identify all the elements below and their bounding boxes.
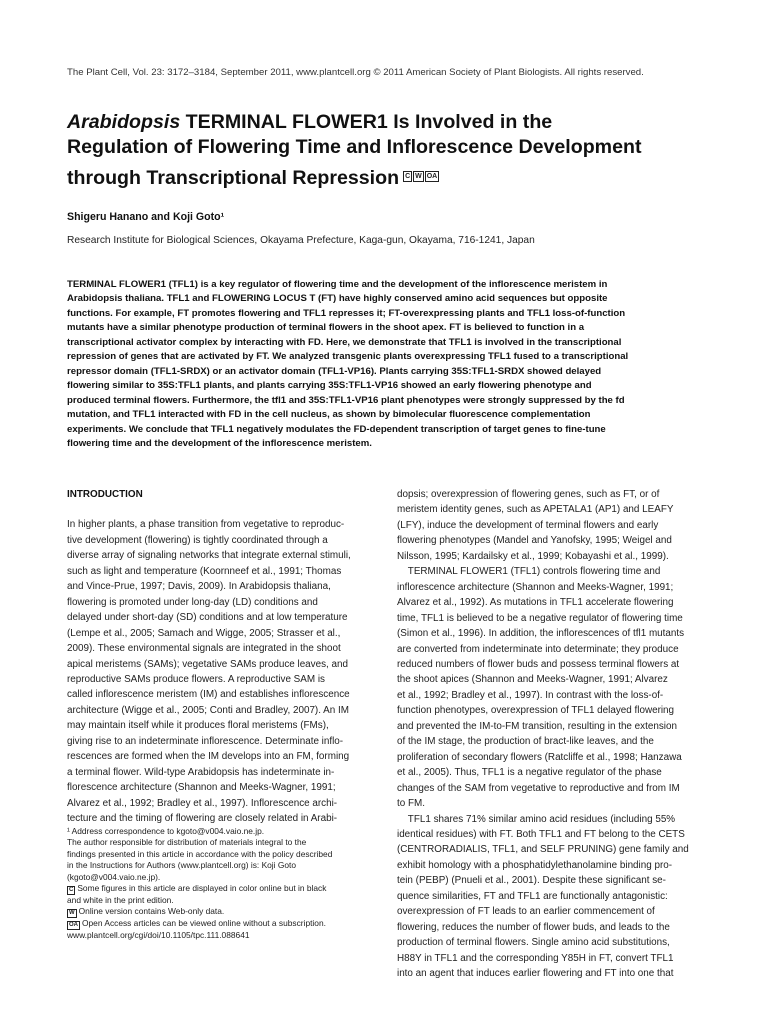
body-text-line: meristem identity genes, such as APETALA1 (AP1) and LEAFY (397, 504, 674, 516)
body-text-line: and prevented the IM-to-FM transition, resulting in the extension (397, 720, 677, 732)
abstract-line: TERMINAL FLOWER1 (TFL1) is a key regulator of flowering time and the development of the inflorescence meristem in (67, 279, 608, 290)
intro-left-body (67, 517, 375, 826)
body-text-line: proliferation of secondary flowers (Ratcliffe et al., 1998; Hanzawa (397, 751, 682, 763)
footnote-line: findings presented in this article in accordance with the policy described (67, 848, 333, 859)
body-text-line: called inflorescence meristem (IM) and establishes inflorescence (67, 689, 350, 701)
abstract-line: mutation, and TFL1 interacted with FD in the cell nucleus, as shown by bimolecular fluorescence complementation (67, 409, 591, 421)
body-text-line: florescence architecture (Shannon and Meeks-Wagner, 1991; (67, 782, 336, 794)
abstract-line: Arabidopsis thaliana. TFL1 and FLOWERING LOCUS T (FT) have highly conserved amino acid sequences but opposite (67, 293, 608, 305)
footnote-line (67, 918, 375, 930)
section-heading-introduction: INTRODUCTION (67, 489, 143, 500)
body-text-line: TERMINAL FLOWER1 (TFL1) controls flowering time and (397, 566, 661, 578)
body-text-line: apical meristems (SAMs); vegetative SAMs produce leaves, and (67, 658, 349, 670)
body-text-line: In higher plants, a phase transition from vegetative to reproduc- (67, 519, 345, 531)
affiliation: Research Institute for Biological Sciences, Okayama Prefecture, Kaga-gun, Okayama, 716-1241, Japan (67, 235, 535, 246)
body-text-line: time, TFL1 is believed to be a negative regulator of flowering time (397, 612, 683, 624)
journal-citation: The Plant Cell, Vol. 23: 3172–3184, September 2011, www.plantcell.org © 2011 American Society of Plant Biologists. All rights reserved. (67, 67, 644, 78)
body-text-line: H88Y in TFL1 and the corresponding Y85H in FT, convert TFL1 (397, 952, 674, 964)
body-text-line: dopsis; overexpression of flowering genes, such as FT, or of (397, 489, 660, 500)
body-text-line: quence similarities, FT and TFL1 are functionally antagonistic: (397, 890, 668, 902)
body-text-line: Alvarez et al., 1992; Bradley et al., 1997). Inflorescence archi- (67, 797, 338, 809)
body-text-line: the shoot apices (Shannon and Meeks-Wagner, 1991; Alvarez (397, 674, 668, 686)
title-line-2: Regulation of Flowering Time and Inflorescence Development (67, 136, 642, 158)
body-text-line: reproductive SAMs produce flowers. A reproductive SAM is (67, 673, 325, 685)
open-access-icon: OA (69, 922, 78, 929)
body-text-line: reduced numbers of flower buds and possess terminal flowers at (397, 658, 680, 670)
web-data-icon: W (69, 910, 75, 917)
body-text-line: exhibit homology with a phosphatidylethanolamine binding pro- (397, 859, 673, 871)
body-text-line: overexpression of FT leads to an earlier commencement of (397, 906, 655, 918)
title-line-1 (67, 110, 707, 135)
abstract-line: repression of genes that are activated by FT. We analyzed transgenic plants overexpressing TFL1 fused to a transcriptional (67, 351, 629, 363)
body-text-line: rescences are formed when the IM develops into an FM, forming (67, 751, 350, 763)
abstract-line: experiments. We conclude that TFL1 negatively modulates the FD-dependent transcription of target genes to fine-tune (67, 423, 606, 435)
abstract-line: flowering similar to 35S:TFL1 plants, and plants carrying 35S:TFL1-VP16 showed an early flowering phenotype and (67, 380, 592, 392)
body-text-line: into an agent that induces earlier flowering and FT into one that (397, 968, 674, 980)
body-text-line: and Vince-Prue, 1997; Davis, 2009). In Arabidopsis thaliana, (67, 581, 331, 593)
body-text-line: tive development (flowering) is tightly coordinated through a (67, 534, 328, 546)
authors: Shigeru Hanano and Koji Goto¹ (67, 211, 225, 223)
color-figures-icon: C (405, 173, 411, 180)
abstract-line: mutants have a similar phenotype production of terminal flowers in the shoot apex. FT is believed to function in a (67, 322, 585, 334)
footnote-line (67, 883, 375, 895)
body-text-line: 2009). These environmental signals are integrated in the shoot (67, 643, 341, 655)
body-text-line: tecture and the timing of flowering are closely related in Arabi- (67, 813, 338, 825)
left-column (67, 487, 375, 827)
footnotes (67, 826, 375, 942)
body-text-line: et al., 1992; Bradley et al., 1997). In contrast with the loss-of- (397, 689, 664, 701)
abstract-line: functions. For example, FT promotes flowering and TFL1 represses it; FT-overexpressing plants and TFL1 loss-of-function (67, 307, 626, 319)
body-text-line: (CENTRORADIALIS, TFL1, and SELF PRUNING) gene family and (397, 844, 689, 856)
body-text-line: of the IM stage, the production of bract-like leaves, and the (397, 736, 654, 748)
body-text-line: flowering is promoted under long-day (LD) conditions and (67, 596, 318, 608)
abstract-line: produced terminal flowers. Furthermore, the tfl1 and 35S:TFL1-VP16 plant phenotypes were strongly suppressed by the fd (67, 394, 625, 406)
body-text-line: Nilsson, 1995; Kardailsky et al., 1999; Kobayashi et al., 1999). (397, 550, 669, 562)
open-access-icon: OA (426, 173, 438, 180)
body-text-line: flowering, reduces the number of flower buds, and leads to the (397, 921, 670, 933)
body-text-line: giving rise to an indeterminate inflorescence. Determinate inflo- (67, 735, 344, 747)
body-text-line: (Lempe et al., 2005; Samach and Wigge, 2005; Strasser et al., (67, 627, 341, 639)
body-text-line: identical residues) with FT. Both TFL1 and FT belong to the CETS (397, 828, 685, 840)
body-text-line: may maintain itself while it produces floral meristems (FMs), (67, 720, 329, 732)
abstract (67, 278, 700, 451)
footnote-line: The author responsible for distribution of materials integral to the (67, 837, 307, 848)
footnote-text: Online version contains Web-only data. (78, 906, 225, 917)
body-text-line: such as light and temperature (Koornneef et al., 1991; Thomas (67, 565, 342, 577)
title-line-1-rest: TERMINAL FLOWER1 Is Involved in the (180, 111, 553, 133)
body-text-line: production of terminal flowers. Single amino acid substitutions, (397, 937, 670, 949)
body-text-line: to FM. (397, 798, 425, 810)
body-text-line: flowering phenotypes (Mandel and Yanofsky, 1995; Weigel and (397, 535, 672, 547)
intro-right-body (397, 487, 705, 982)
body-text-line: TFL1 shares 71% similar amino acid residues (including 55% (397, 813, 676, 825)
web-data-icon: W (415, 173, 422, 180)
footnote-line: in the Instructions for Authors (www.plantcell.org) is: Koji Goto (67, 860, 297, 871)
footnote-text: Some figures in this article are displayed in color online but in black (77, 883, 327, 894)
body-text-line: tein (PEBP) (Pnueli et al., 2001). Despite these significant se- (397, 875, 666, 887)
abstract-line: transcriptional activator complex by interacting with FD. Here, we demonstrate that TFL1 is involved in the transcriptional (67, 336, 622, 348)
footnote-text: Open Access articles can be viewed online without a subscription. (82, 918, 326, 929)
title-line-3 (67, 160, 707, 191)
body-text-line: (Simon et al., 1996). In addition, the inflorescences of tfl1 mutants (397, 628, 685, 640)
color-figures-icon: C (69, 887, 74, 894)
body-text-line: function phenotypes, overexpression of TFL1 delayed flowering (397, 705, 675, 717)
footnote-line: and white in the print edition. (67, 895, 174, 906)
title-italic: Arabidopsis (67, 111, 181, 133)
body-text-line: changes of the SAM from vegetative to reproductive and from IM (397, 782, 680, 794)
body-text-line: architecture (Wigge et al., 2005; Conti and Bradley, 2007). An IM (67, 704, 349, 716)
body-text-line: et al., 2005). Thus, TFL1 is a negative regulator of the phase (397, 767, 662, 779)
body-text-line: delayed under short-day (SD) conditions and at low temperature (67, 612, 348, 624)
body-text-line: (LFY), induce the development of terminal flowers and early (397, 519, 659, 531)
body-text-line: are converted from indeterminate into determinate; they produce (397, 643, 679, 655)
right-column (397, 487, 705, 982)
abstract-line: repressor domain (TFL1-SRDX) or an activator domain (TFL1-VP16). Plants carrying 35S:TFL1-SRDX showed delayed (67, 365, 602, 377)
title-line-3-text: through Transcriptional Repression (67, 167, 400, 189)
body-text-line: Alvarez et al., 1992). As mutations in TFL1 accelerate flowering (397, 597, 674, 609)
footnote-line: (kgoto@v004.vaio.ne.jp). (67, 871, 161, 882)
title-icons (403, 160, 440, 185)
footnote-doi-link[interactable]: www.plantcell.org/cgi/doi/10.1105/tpc.111.088641 (67, 930, 250, 941)
body-text-line: inflorescence architecture (Shannon and Meeks-Wagner, 1991; (397, 581, 674, 593)
footnote-line (67, 906, 375, 918)
abstract-line: flowering time and the development of the inflorescence meristem. (67, 437, 372, 449)
article-title (67, 110, 707, 191)
body-text-line: diverse array of signaling networks that integrate external stimuli, (67, 550, 351, 562)
body-text-line: a terminal flower. Wild-type Arabidopsis has indeterminate in- (67, 766, 335, 778)
footnote-correspondence: ¹ Address correspondence to kgoto@v004.vaio.ne.jp. (67, 826, 265, 836)
